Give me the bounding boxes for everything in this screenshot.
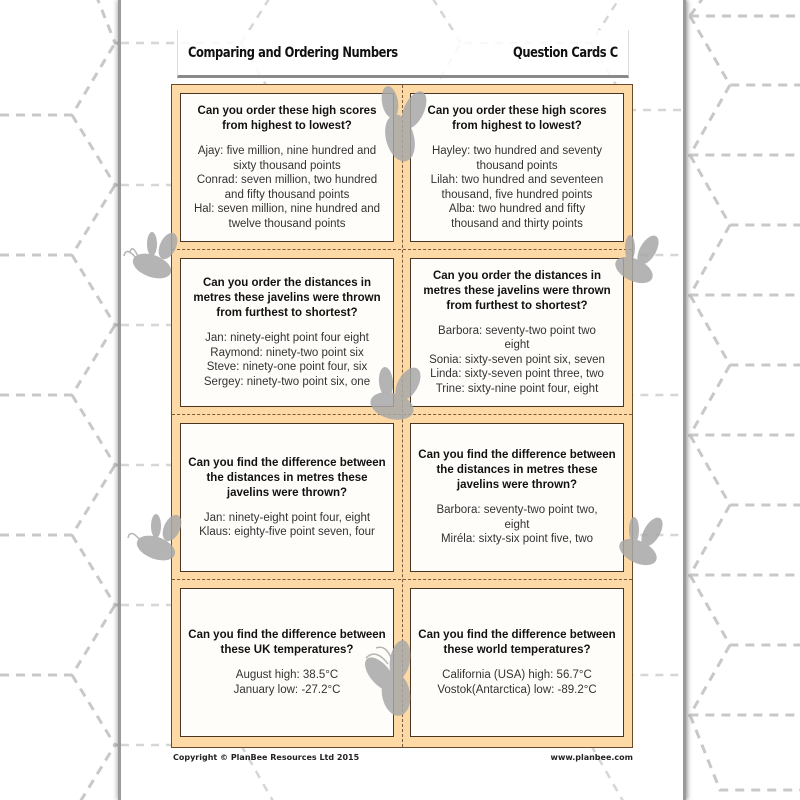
card-line: sixty thousand points [233, 159, 341, 172]
question-card [180, 93, 394, 242]
card-line: eight [504, 339, 530, 352]
card-line: eight [504, 518, 530, 531]
card-line: Conrad: seven million, two hundred [196, 174, 378, 186]
question-card [410, 423, 624, 572]
card-line: twelve thousand points [228, 217, 346, 230]
card-line: Hal: seven million, nine hundred and [193, 203, 381, 215]
card-line: Klaus: eighty-five point seven, four [199, 526, 375, 538]
card-question: Can you find the difference between the distances in metres these javelins were thrown? [188, 456, 386, 499]
bee-icon [362, 366, 432, 426]
card-line: Jan: ninety-eight point four, eight [203, 511, 371, 524]
card-line: thousand and thirty points [451, 217, 583, 230]
card-line: Raymond: ninety-two point six [210, 346, 364, 359]
bee-icon [122, 232, 184, 284]
card-line: thousand, five hundred points [441, 188, 593, 201]
card-line: Barbora: seventy-two point two [438, 324, 596, 337]
question-card [410, 588, 624, 737]
card-line: Vostok(Antarctica) low: -89.2°C [437, 683, 597, 696]
cut-line-horizontal [172, 579, 632, 580]
card-line: thousand points [476, 159, 558, 172]
bee-icon [360, 640, 432, 720]
card-line: Miréla: sixty-six point five, two [440, 533, 594, 546]
card-line: Lilah: two hundred and seventeen [430, 174, 604, 186]
card-question: Can you find the difference between these world temperatures? [418, 629, 616, 656]
card-line: Barbora: seventy-two point two, [436, 504, 598, 517]
card-line: Linda: sixty-seven point three, two [430, 368, 604, 381]
card-question: Can you order the distances in metres these javelins were thrown from furthest to shortest? [423, 269, 611, 312]
card-line: California (USA) high: 56.7°C [442, 669, 592, 681]
worksheet-footer [173, 750, 633, 764]
card-question: Can you find the difference between the distances in metres these javelins were thrown? [418, 449, 616, 492]
card-question: Can you order these high scores from highest to lowest? [427, 105, 607, 132]
card-line: January low: -27.2°C [233, 683, 341, 696]
card-question: Can you order these high scores from highest to lowest? [197, 105, 377, 132]
worksheet-subtitle: Question Cards C [513, 44, 618, 61]
card-line: and fifty thousand points [224, 188, 350, 201]
copyright-text: Copyright © PlanBee Resources Ltd 2015 [173, 752, 360, 762]
card-line: Alba: two hundred and fifty [448, 203, 586, 215]
card-line: Sergey: ninety-two point six, one [203, 375, 371, 388]
website-text: www.planbee.com [550, 752, 633, 762]
bee-icon [612, 516, 674, 568]
question-card [410, 93, 624, 242]
cut-line-horizontal [172, 249, 632, 250]
card-line: Trine: sixty-nine point four, eight [435, 382, 599, 395]
card-line: Ajay: five million, nine hundred and [197, 145, 377, 157]
card-line: Steve: ninety-one point four, six [206, 361, 368, 373]
worksheet-title: Comparing and Ordering Numbers [188, 44, 398, 61]
card-line: August high: 38.5°C [235, 669, 339, 681]
question-card [180, 423, 394, 572]
card-question: Can you order the distances in metres these javelins were thrown from furthest to shortest? [193, 277, 381, 319]
bee-icon [372, 86, 438, 166]
bee-icon [612, 234, 668, 286]
worksheet-header [177, 30, 629, 78]
question-card [410, 258, 624, 407]
card-line: Sonia: sixty-seven point six, seven [429, 353, 605, 366]
card-question: Can you find the difference between these UK temperatures? [188, 629, 386, 656]
card-line: Hayley: two hundred and seventy [431, 145, 603, 157]
card-line: Jan: ninety-eight point four eight [205, 332, 369, 344]
bee-icon [124, 514, 186, 566]
